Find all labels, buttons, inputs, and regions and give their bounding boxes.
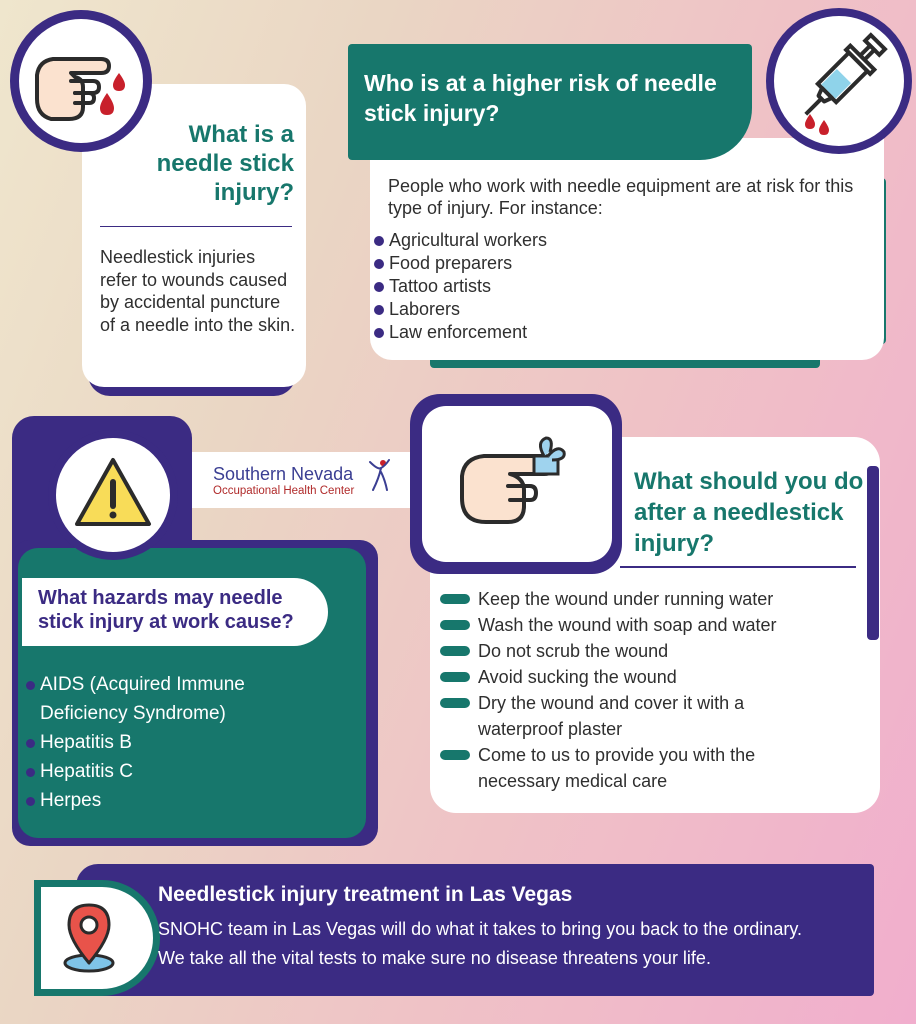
- bullet-pill: [440, 594, 470, 604]
- bullet-dot: [374, 236, 384, 246]
- bullet-dot: [26, 681, 35, 690]
- bullet-pill: [440, 620, 470, 630]
- list-item: Laborers: [374, 298, 547, 321]
- person-figure-icon: [366, 458, 392, 494]
- list-item: Dry the wound and cover it with a waterproof plaster: [440, 690, 860, 742]
- logo-name: Southern Nevada: [213, 464, 354, 484]
- section4-divider: [620, 566, 856, 568]
- section5-body-line2: We take all the vital tests to make sure no disease threatens your life.: [158, 948, 711, 968]
- section1-body: Needlestick injuries refer to wounds caused by accidental puncture of a needle into the skin.: [100, 247, 296, 335]
- logo-subtitle: Occupational Health Center: [213, 485, 355, 497]
- bullet-pill: [440, 672, 470, 682]
- section4-title: What should you do after a needlestick injury?: [634, 468, 864, 557]
- section4-icon-box: [422, 406, 612, 562]
- list-item: Tattoo artists: [374, 275, 547, 298]
- bullet-dot: [374, 328, 384, 338]
- bullet-dot: [26, 739, 35, 748]
- list-item: Agricultural workers: [374, 229, 547, 252]
- section1-divider: [100, 226, 292, 227]
- section2-icon-circle: [766, 8, 912, 154]
- list-item: Food preparers: [374, 252, 547, 275]
- section3-title: What hazards may needle stick injury at work cause?: [38, 587, 294, 633]
- bullet-dot: [26, 768, 35, 777]
- section5-body-line1: SNOHC team in Las Vegas will do what it takes to bring you back to the ordinary.: [158, 919, 802, 939]
- bullet-dot: [26, 797, 35, 806]
- list-item: Do not scrub the wound: [440, 638, 860, 664]
- list-item: Avoid sucking the wound: [440, 664, 860, 690]
- location-pin-icon: [41, 887, 153, 989]
- list-item: Herpes: [26, 786, 356, 815]
- bullet-dot: [374, 282, 384, 292]
- bullet-dot: [374, 305, 384, 315]
- section2-intro: People who work with needle equipment are at risk for this type of injury. For instance:: [388, 176, 854, 218]
- syringe-icon: [774, 16, 904, 146]
- warning-triangle-icon: [56, 438, 170, 552]
- section5-icon-box: [34, 880, 160, 996]
- list-item: Wash the wound with soap and water: [440, 612, 860, 638]
- list-item: Hepatitis C: [26, 757, 356, 786]
- section3-list: [26, 670, 356, 815]
- bullet-pill: [440, 646, 470, 656]
- section4-list: [440, 586, 860, 794]
- section2-list: [374, 229, 547, 344]
- list-item: Law enforcement: [374, 321, 547, 344]
- section3-icon-circle: [48, 430, 178, 560]
- section5-title: Needlestick injury treatment in Las Vegas: [158, 883, 573, 906]
- bandaged-finger-icon: [422, 406, 612, 562]
- section1-title: What is a needle stick injury?: [156, 121, 294, 206]
- list-item: Keep the wound under running water: [440, 586, 860, 612]
- list-item: Hepatitis B: [26, 728, 356, 757]
- section2-title: Who is at a higher risk of needle stick injury?: [364, 70, 717, 126]
- list-item: Come to us to provide you with the necessary medical care: [440, 742, 860, 794]
- bullet-pill: [440, 750, 470, 760]
- bullet-dot: [374, 259, 384, 269]
- bullet-pill: [440, 698, 470, 708]
- list-item: AIDS (Acquired Immune Deficiency Syndrome): [26, 670, 356, 728]
